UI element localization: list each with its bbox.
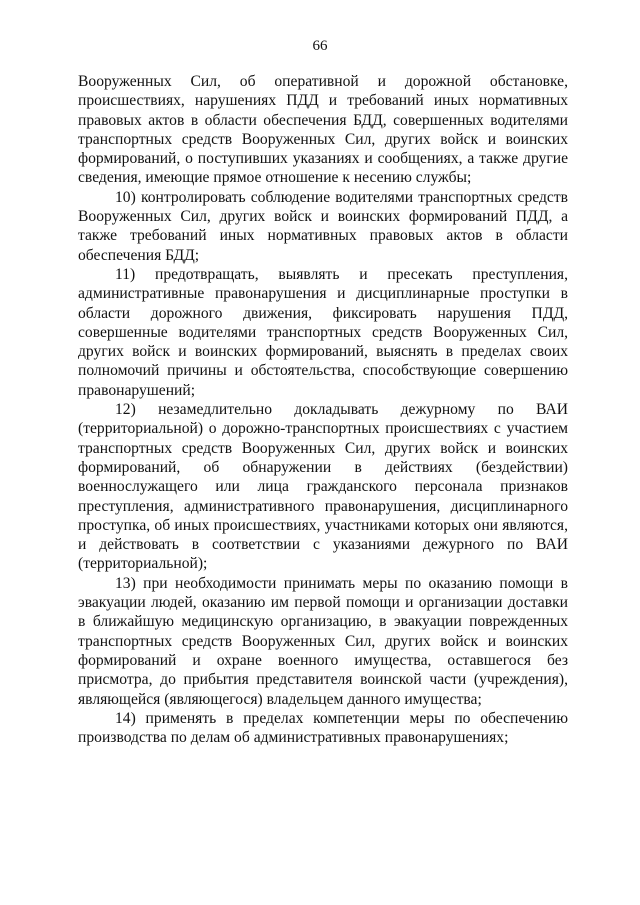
paragraph-item-14: 14) применять в пределах компетенции меры по обеспечению производства по делам об административных правонарушениях; <box>78 709 568 747</box>
paragraph-item-10: 10) контролировать соблюдение водителями транспортных средств Вооруженных Сил, других войск и воинских формирований ПДД, а также требований иных нормативных правовых актов в области обеспечения БДД; <box>78 188 568 264</box>
paragraph-item-12: 12) незамедлительно докладывать дежурному по ВАИ (территориальной) о дорожно-транспортных происшествиях с участием транспортных средств Вооруженных Сил, других войск и воинских формирований, об обнаружении в действиях (бездействии) военнослужащего или лица гражданского персонала признаков преступления, административного правонарушения, дисциплинарного проступка, об иных происшествиях, участниками которых они являются, и действовать в соответствии с указаниями дежурного по ВАИ (территориальной); <box>78 401 568 573</box>
paragraph-continuation: Вооруженных Сил, об оперативной и дорожной обстановке, происшествиях, нарушениях ПДД и требований иных нормативных правовых актов в области обеспечения БДД, совершенных водителями транспортных средств Вооруженных Сил, других войск и воинских формирований, о поступивших указаниях и сообщениях, а также другие сведения, имеющие прямое отношение к несению службы; <box>78 73 568 187</box>
paragraph-item-11: 11) предотвращать, выявлять и пресекать преступления, административные правонарушения и дисциплинарные проступки в области дорожного движения, фиксировать нарушения ПДД, совершенные водителями транспортных средств Вооруженных Сил, других войск и воинских формирований, выяснять в пределах своих полномочий причины и обстоятельства, способствующие совершению правонарушений; <box>78 265 568 399</box>
paragraph-item-13: 13) при необходимости принимать меры по оказанию помощи в эвакуации людей, оказанию им первой помощи и организации доставки в ближайшую медицинскую организацию, в эвакуации поврежденных транспортных средств Вооруженных Сил, других войск и воинских формирований и охране военного имущества, оставшегося без присмотра, до прибытия представителя воинской части (учреждения), являющейся (являющегося) владельцем данного имущества; <box>78 574 568 708</box>
document-body <box>78 72 568 747</box>
page-number: 66 <box>312 38 328 54</box>
